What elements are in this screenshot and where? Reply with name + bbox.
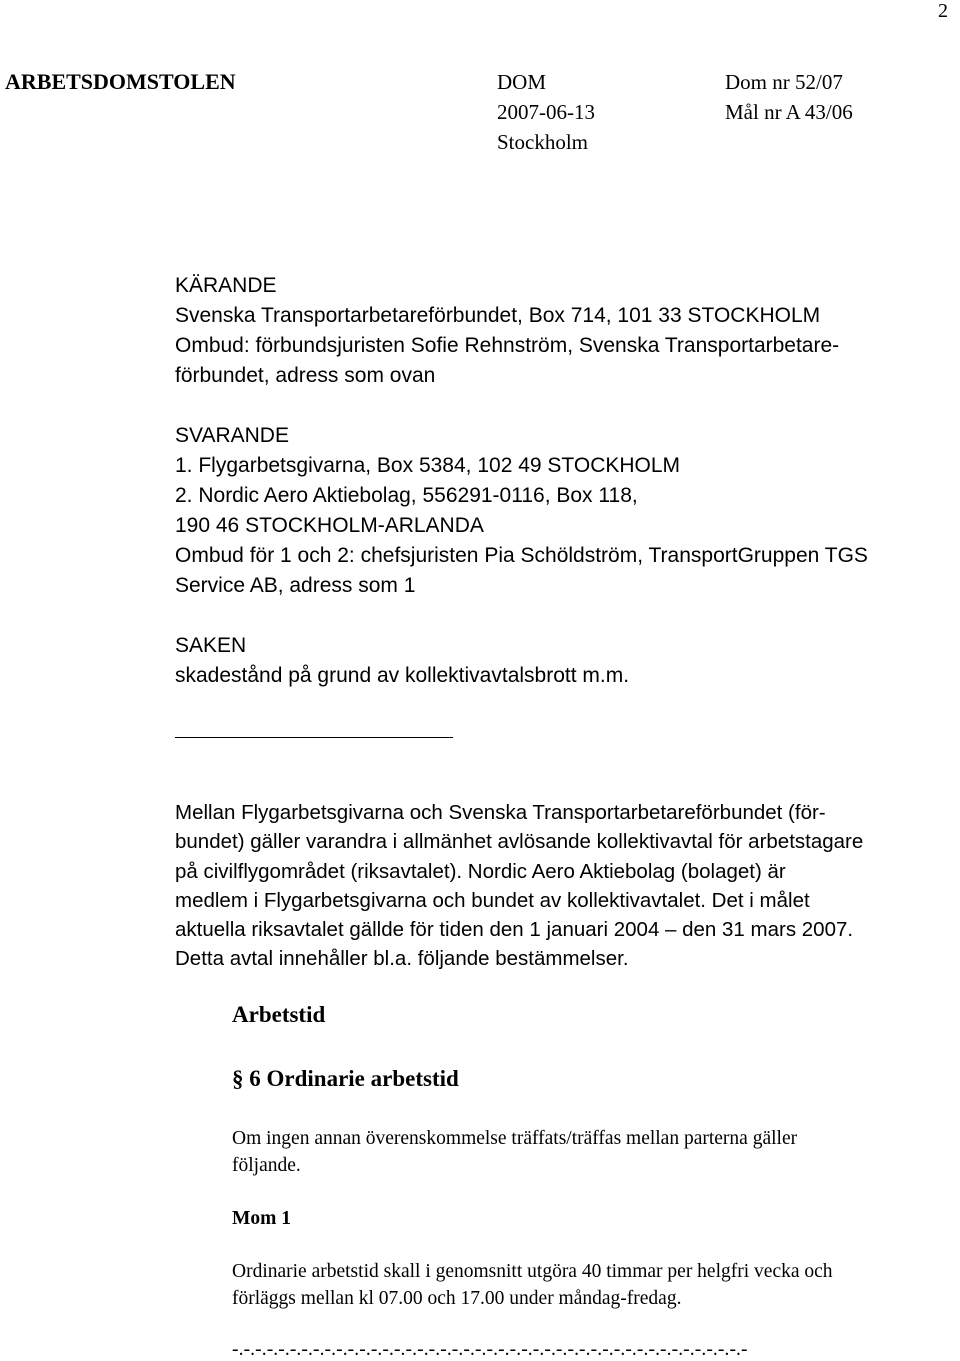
excerpt-line: följande. <box>232 1155 301 1176</box>
plaintiff-line: Svenska Transportarbetareförbundet, Box 714, 101 33 STOCKHOLM <box>175 304 821 327</box>
page-number: 2 <box>938 0 948 22</box>
defendant-line: 1. Flygarbetsgivarna, Box 5384, 102 49 STOCKHOLM <box>175 454 681 477</box>
judgment-place: Stockholm <box>497 130 589 154</box>
document-type: DOM <box>497 70 547 94</box>
matter-line: skadestånd på grund av kollektivavtalsbrott m.m. <box>175 664 630 687</box>
body-line: medlem i Flygarbetsgivarna och bundet av kollektivavtalet. Det i målet <box>175 888 810 912</box>
excerpt-line: Ordinarie arbetstid skall i genomsnitt utgöra 40 timmar per helgfri vecka och <box>232 1261 833 1282</box>
separator-line <box>175 737 453 738</box>
defendant-line: Ombud för 1 och 2: chefsjuristen Pia Schöldström, TransportGruppen TGS <box>175 544 868 567</box>
excerpt-paragraph <box>232 1125 797 1179</box>
body-line: aktuella riksavtalet gällde för tiden den 1 januari 2004 – den 31 mars 2007. <box>175 918 854 942</box>
body-line: Mellan Flygarbetsgivarna och Svenska Transportarbetareförbundet (för- <box>175 801 826 824</box>
header-right <box>725 67 853 127</box>
case-number: Mål nr A 43/06 <box>725 100 853 124</box>
excerpt-line: förläggs mellan kl 07.00 och 17.00 under måndag-fredag. <box>232 1288 682 1309</box>
header-center <box>497 67 595 157</box>
plaintiff-label: KÄRANDE <box>175 274 277 297</box>
dash-divider: -.-.-.-.-.-.-.-.-.-.-.-.-.-.-.-.-.-.-.-.-.-.-.-.-.-.-.-.-.-.-.-.-.-.-.-.-.-.-.-.-.-.-.-.- <box>232 1339 748 1360</box>
court-name: ARBETSDOMSTOLEN <box>5 69 236 94</box>
defendant-line: 190 46 STOCKHOLM-ARLANDA <box>175 514 484 537</box>
plaintiff-line: förbundet, adress som ovan <box>175 364 436 387</box>
parties-section <box>175 271 955 691</box>
mom-heading: Mom 1 <box>232 1208 292 1229</box>
judgment-date: 2007-06-13 <box>497 100 595 124</box>
excerpt-heading: Arbetstid <box>232 1002 326 1027</box>
judgment-number: Dom nr 52/07 <box>725 70 843 94</box>
plaintiff-line: Ombud: förbundsjuristen Sofie Rehnström, Svenska Transportarbetare- <box>175 334 840 357</box>
body-line: Detta avtal innehåller bl.a. följande bestämmelser. <box>175 947 629 971</box>
excerpt-paragraph <box>232 1258 833 1312</box>
defendant-line: 2. Nordic Aero Aktiebolag, 556291-0116, Box 118, <box>175 484 638 507</box>
body-line: på civilflygområdet (riksavtalet). Nordic Aero Aktiebolag (bolaget) är <box>175 859 786 883</box>
defendant-label: SVARANDE <box>175 424 289 447</box>
matter-label: SAKEN <box>175 634 247 657</box>
body-paragraph <box>175 798 955 974</box>
defendant-line: Service AB, adress som 1 <box>175 574 416 597</box>
body-line: bundet) gäller varandra i allmänhet avlösande kollektivavtal för arbetstagare <box>175 830 864 854</box>
section-heading: § 6 Ordinarie arbetstid <box>232 1066 459 1091</box>
excerpt-line: Om ingen annan överenskommelse träffats/träffas mellan parterna gäller <box>232 1128 798 1149</box>
